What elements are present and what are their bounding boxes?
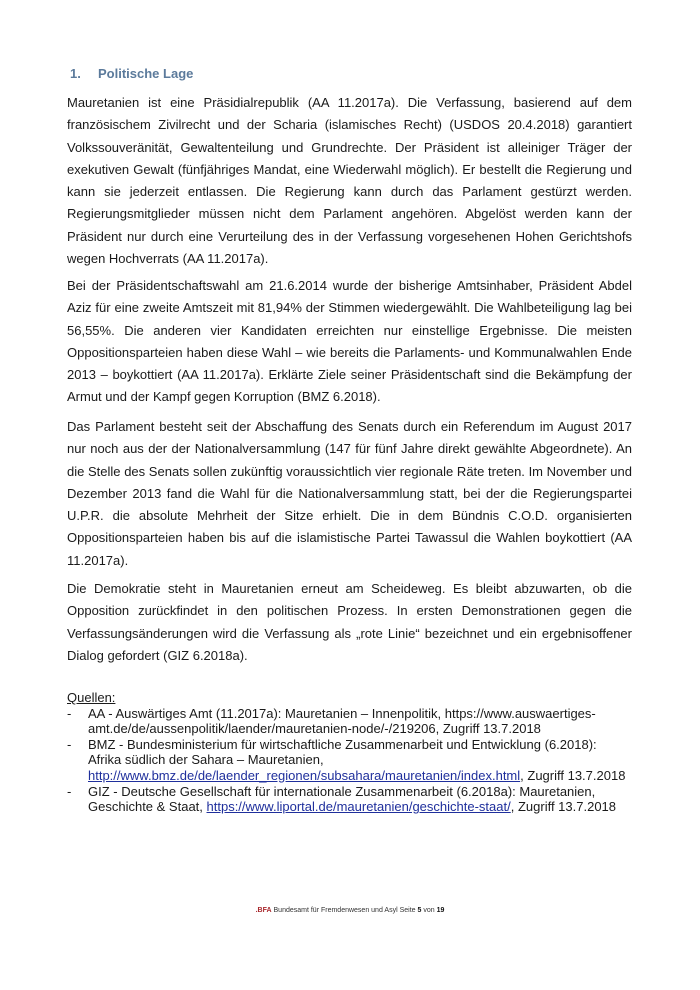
page-total: 19 — [436, 907, 445, 914]
source-item — [67, 737, 632, 784]
sources-title: Quellen: — [67, 690, 116, 705]
section-heading — [67, 66, 193, 81]
bullet-dash: - — [67, 705, 72, 721]
footer-org: Bundesamt für Fremdenwesen und Asyl Seite — [271, 907, 418, 914]
paragraph: Die Demokratie steht in Mauretanien erneut am Scheideweg. Es bleibt abzuwarten, ob die Opposition zurückfindet in den politischen Prozess. In ersten Demonstrationen gegen die Verfassungsänderungen wird die Verfassung als „rote Linie“ bezeichnet und ein ergebnisoffener Dialog gefordert (GIZ 6.2018a). — [67, 581, 632, 663]
paragraph: Bei der Präsidentschaftswahl am 21.6.2014 wurde der bisherige Amtsinhaber, Präsident Abdel Aziz für eine zweite Amtszeit mit 81,94% der Stimmen wiedergewählt. Die Wahlbeteiligung lag bei 56,55%. Die anderen vier Kandidaten erreichten nur einstellige Ergebnisse. Die meisten Oppositionsparteien haben diese Wahl – wie bereits die Parlaments- und Kommunalwahlen Ende 2013 – boykottiert (AA 11.2017a). Erklärte Ziele seiner Präsidentschaft sind die Bekämpfung der Armut und der Kampf gegen Korruption (BMZ 6.2018). — [67, 278, 632, 405]
section-number: 1. — [70, 66, 81, 81]
footer-of: von — [421, 907, 437, 914]
paragraph: Das Parlament besteht seit der Abschaffung des Senats durch ein Referendum im August 2017 nur noch aus der der Nationalversammlung (147 für fünf Jahre direkt gewählte Abgeordnete). An die Stelle des Senats sollen zukünftig voraussichtlich vier regionale Räte treten. Im November und Dezember 2013 fand die Wahl für die Nationalversammlung statt, bei der die Regierungspartei U.P.R. die absolute Mehrheit der Sitze erhielt. Die in dem Bündnis C.O.D. organisierten Oppositionsparteien haben bis auf die islamistische Partei Tawassul die Wahlen boykottiert (AA 11.2017a). — [67, 419, 632, 568]
page-number: 5 — [417, 907, 422, 914]
bullet-dash: - — [67, 783, 72, 799]
source-access-date: , Zugriff 13.7.2018 — [510, 799, 617, 815]
source-text: GIZ - Deutsche Gesellschaft für internationale Zusammenarbeit (6.2018a): Mauretanien, Geschichte & Staat, — [88, 783, 596, 815]
section-title: Politische Lage — [98, 66, 194, 81]
source-item — [67, 784, 632, 815]
sources-section — [67, 690, 632, 815]
source-link-liportal[interactable]: https://www.liportal.de/mauretanien/geschichte-staat/ — [206, 799, 511, 815]
bullet-dash: - — [67, 736, 72, 752]
source-access-date: , Zugriff 13.7.2018 — [520, 767, 626, 783]
bfa-logo: .BFA — [255, 907, 272, 914]
page-footer — [0, 907, 700, 914]
source-text: BMZ - Bundesministerium für wirtschaftliche Zusammenarbeit und Entwicklung (6.2018): Afrika südlich der Sahara – Mauretanien, — [88, 736, 597, 768]
source-link-bmz[interactable]: http://www.bmz.de/de/laender_regionen/subsahara/mauretanien/index.html — [88, 767, 521, 783]
paragraph: Mauretanien ist eine Präsidialrepublik (AA 11.2017a). Die Verfassung, basierend auf dem französischem Zivilrecht und der Scharia (islamisches Recht) (USDOS 20.4.2018) garantiert Volkssouveränität, Gewaltenteilung und Grundrechte. Der Präsident ist alleiniger Träger der exekutiven Gewalt (fünfjähriges Mandat, eine Wiederwahl möglich). Er bestellt die Regierung und kann sie jederzeit entlassen. Die Regierung kann durch das Parlament gestürzt werden. Regierungsmitglieder müssen nicht dem Parlament angehören. Abgelöst werden kann der Präsident nur durch eine Verurteilung des in der Verfassung vorgesehenen Hohen Gerichtshofs wegen Hochverrats (AA 11.2017a). — [67, 95, 632, 267]
source-text: AA - Auswärtiges Amt (11.2017a): Mauretanien – Innenpolitik, https://www.auswaertiges-amt.de/de/aussenpolitik/laender/mauretanien-node/-/219206, Zugriff 13.7.2018 — [88, 705, 596, 737]
source-item — [67, 706, 632, 737]
